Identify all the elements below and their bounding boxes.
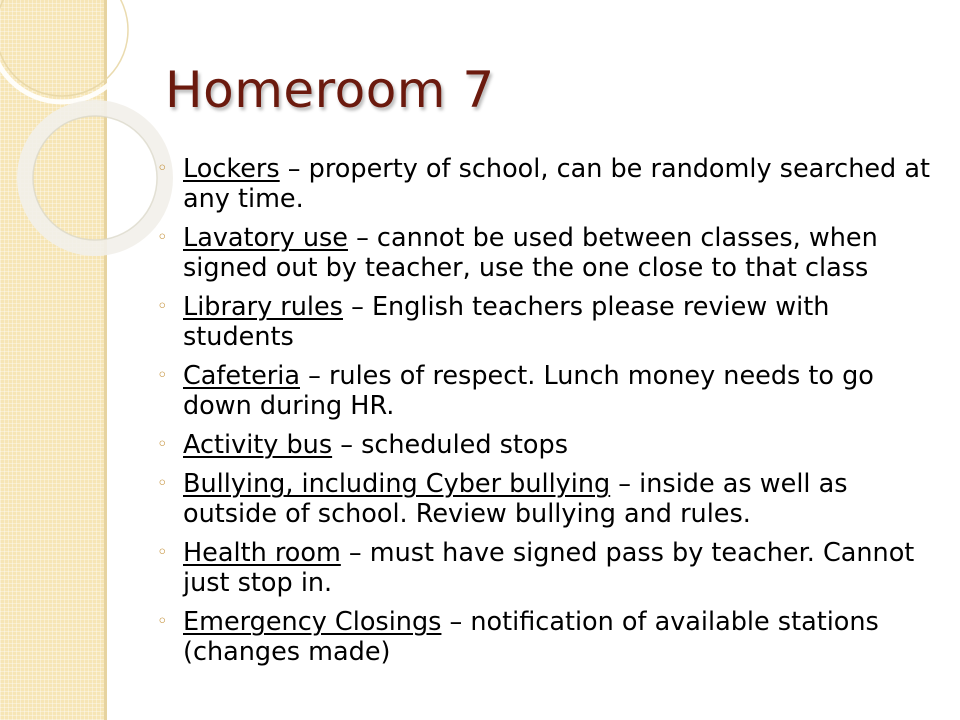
item-description: – must have signed pass by teacher. Cannot just stop in. [183, 538, 915, 598]
list-item [155, 223, 945, 283]
item-description: – notification of available stations (changes made) [183, 607, 879, 667]
bullet-ring-icon: ◦ [157, 473, 168, 494]
item-term: Library rules [183, 292, 343, 322]
bullet-ring-icon: ◦ [157, 611, 168, 632]
item-term: Emergency Closings [183, 607, 442, 637]
item-description: – property of school, can be randomly searched at any time. [183, 154, 930, 214]
item-term: Cafeteria [183, 361, 300, 391]
list-item [155, 469, 945, 529]
bullet-ring-icon: ◦ [157, 227, 168, 248]
bullet-ring-icon: ◦ [157, 296, 168, 317]
list-item [155, 538, 945, 598]
item-term: Bullying, including Cyber bullying [183, 469, 611, 499]
item-term: Health room [183, 538, 341, 568]
item-description: – scheduled stops [332, 430, 568, 460]
bullet-ring-icon: ◦ [157, 365, 168, 386]
item-description: – English teachers please review with students [183, 292, 830, 352]
item-description: – inside as well as outside of school. Review bullying and rules. [183, 469, 848, 529]
item-description: – cannot be used between classes, when signed out by teacher, use the one close to that class [183, 223, 878, 283]
bullet-ring-icon: ◦ [157, 158, 168, 179]
item-description: – rules of respect. Lunch money needs to go down during HR. [183, 361, 874, 421]
item-term: Lockers [183, 154, 280, 184]
item-term: Activity bus [183, 430, 333, 460]
bullet-ring-icon: ◦ [157, 542, 168, 563]
list-item [155, 607, 945, 667]
list-item [155, 154, 945, 214]
list-item [155, 430, 945, 460]
list-item [155, 361, 945, 421]
item-term: Lavatory use [183, 223, 348, 253]
bullet-list [155, 154, 945, 676]
list-item [155, 292, 945, 352]
page-title: Homeroom 7 [165, 61, 495, 119]
bullet-ring-icon: ◦ [157, 434, 168, 455]
